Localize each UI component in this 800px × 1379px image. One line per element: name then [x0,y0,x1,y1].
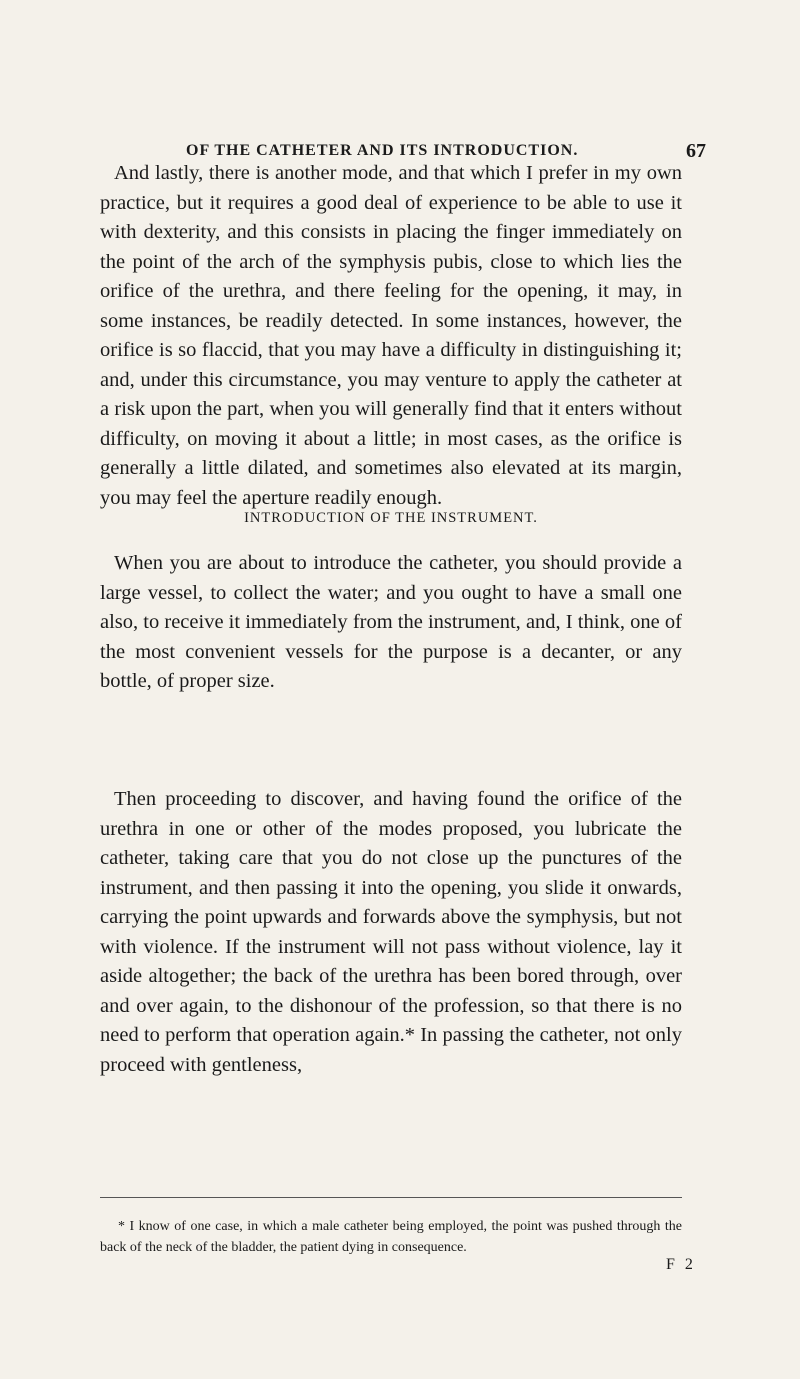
running-head: OF THE CATHETER AND ITS INTRODUCTION. [186,142,579,159]
paragraph-proceeding: Then proceeding to discover, and having found the orifice of the urethra in one or other of the modes proposed, you lubricate the catheter, taking care that you do not close up the punctures of the instrument, and then passing it into the opening, you slide it onwards, carrying the point upwards and forwards above the symphysis, but not with violence. If the instrument will not pass without violence, lay it aside altogether; the back of the urethra has been bored through, over and over again, to the dishonour of the profession, so that there is no need to perform that operation again.* In passing the catheter, not only proceed with gentleness, [100,788,682,1076]
paragraph-vessels: When you are about to introduce the catheter, you should provide a large vessel, to collect the water; and you ought to have a small one also, to receive it immediately from the instrument, and, I think, one of the most convenient vessels for the purpose is a decanter, or any bottle, of proper size. [100,552,682,692]
paragraph-lastly-mode: And lastly, there is another mode, and that which I prefer in my own practice, but it requires a good deal of experience to be able to use it with dexterity, and this consists in placing the finger immediately on the point of the arch of the symphysis pubis, close to which lies the orifice of the urethra, and there feeling for the opening, it may, in some instances, be readily detected. In some instances, however, the orifice is so flaccid, that you may have a difficulty in distinguishing it; and, under this circumstance, you may venture to apply the catheter at a risk upon the part, when you will generally find that it enters without difficulty, on moving it about a little; in most cases, as the orifice is generally a little dilated, and sometimes also elevated at its margin, you may feel the aperture readily enough. [100,162,682,509]
signature-mark: F 2 [666,1256,696,1273]
section-heading: INTRODUCTION OF THE INSTRUMENT. [244,510,538,526]
footnote-divider [100,1197,682,1198]
page-number: 67 [686,140,706,162]
footnote: * I know of one case, in which a male catheter being employed, the point was pushed through the back of the neck of the bladder, the patient dying in consequence. [100,1219,682,1255]
